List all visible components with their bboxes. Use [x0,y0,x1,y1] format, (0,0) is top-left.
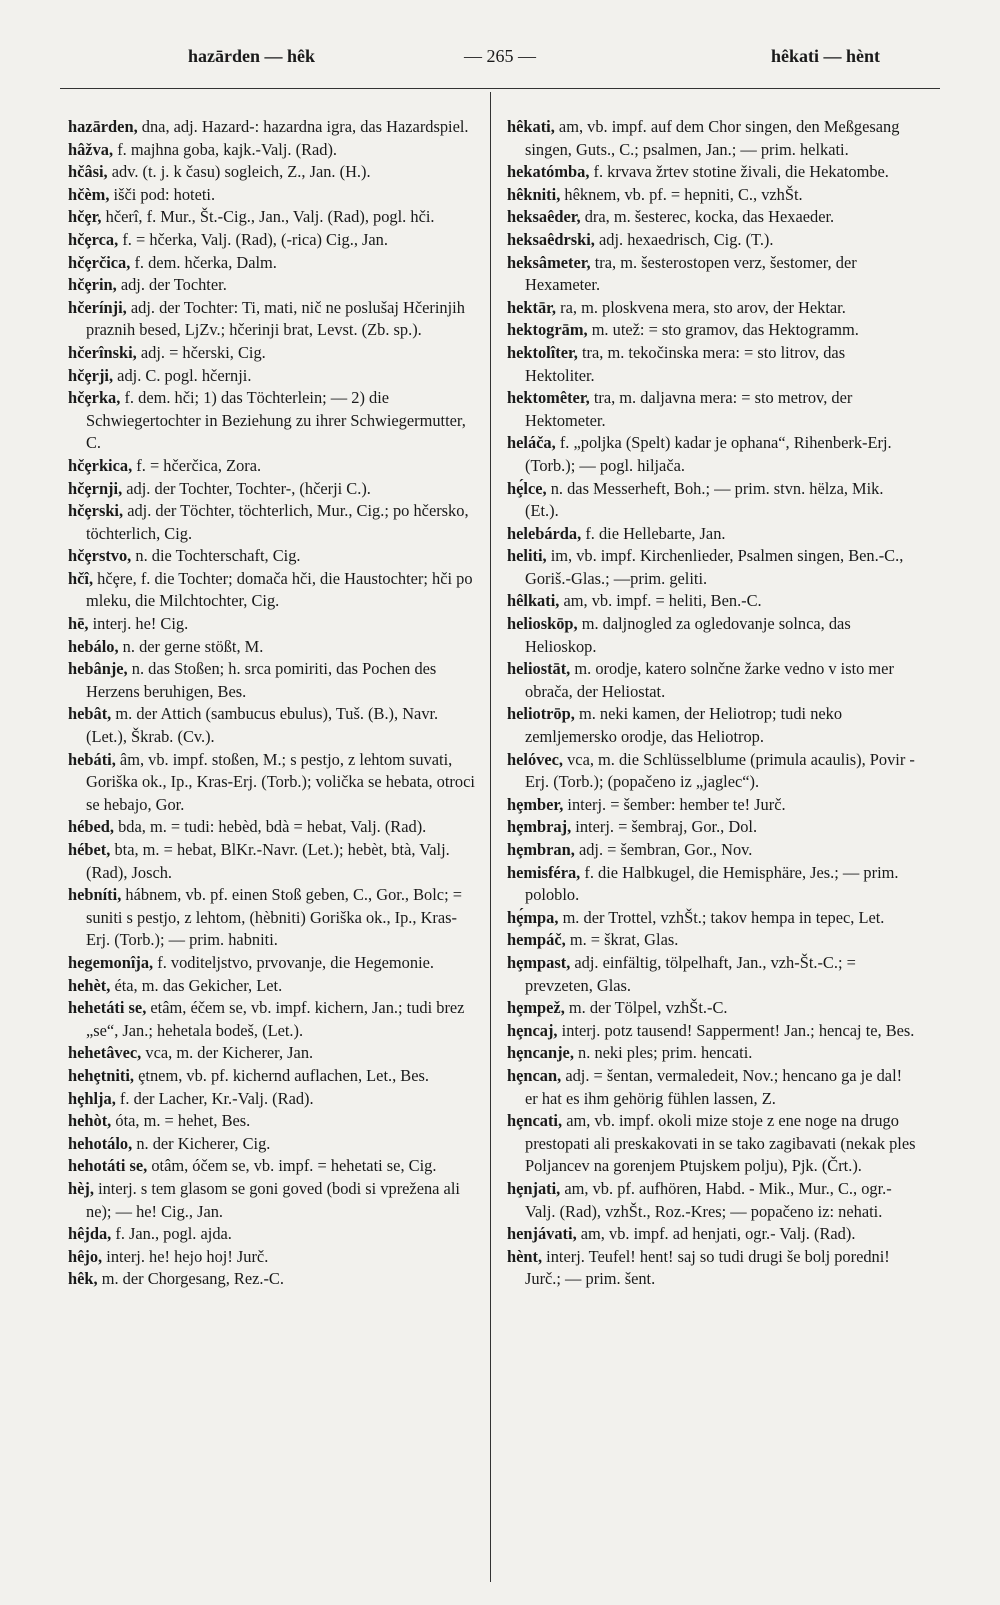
entry-headword: hektogrām, [507,320,588,340]
entry-headword: hčȩrčica, [68,252,131,272]
entry-definition: m. = škrat, Glas. [569,930,679,950]
entry-headword: hehòt, [68,1111,112,1131]
entry-definition: f. majhna goba, kajk.-Valj. (Rad). [117,139,338,159]
entry-headword: hčerínji, [68,297,127,317]
entry-headword: hébed, [68,817,114,837]
entry-definition: hábnem, vb. pf. einen Stoß geben, C., Gor., Bolc; = suniti s pestjo, z lehtom, (hèbniti) Goriška ok., Ip., Kras-Erj. (Torb.); — prim. habniti. [86,885,462,950]
entry-headword: hčȩrin, [68,275,117,295]
entry-definition: f. = hčerčica, Zora. [136,455,262,475]
dictionary-entry [507,523,917,546]
dictionary-entry [68,1246,476,1269]
entry-definition: adj. der Tochter, Tochter-, (hčerji C.). [126,478,371,498]
dictionary-entry [507,658,917,703]
entry-headword: hébet, [68,840,111,859]
entry-definition: f. die Halbkugel, die Hemisphäre, Jes.; — prim. poloblo. [525,862,899,905]
entry-definition: n. neki ples; prim. hencati. [578,1043,753,1063]
entry-headword: hehotáti se, [68,1156,148,1176]
entry-headword: hȩnjati, [507,1178,561,1198]
entry-definition: f. „poljka (Spelt) kadar je ophana“, Rihenberk-Erj. (Torb.); — pogl. hiljača. [525,433,892,475]
entry-definition: éta, m. das Gekicher, Let. [114,975,283,995]
entry-headword: hektomêter, [507,388,590,408]
entry-headword: hekatómba, [507,162,590,182]
entry-definition: bta, m. = hebat, BlKr.-Navr. (Let.); hebèt, btà, Valj. (Rad), Josch. [86,840,450,882]
entry-definition: hčȩre, f. die Tochter; domača hči, die Haustochter; hči po mleku, die Milchtochter, Cig. [86,568,473,611]
entry-headword: hazārden, [68,117,138,136]
entry-definition: adj. hexaedrisch, Cig. (T.). [599,229,774,249]
entry-definition: adj. der Tochter: Ti, mati, nič ne poslušaj Hčerinjih praznih besed, LjZv.; hčerinji brat, Levst. (Zb. sp.). [86,297,465,340]
entry-headword: hčȩrski, [68,501,124,521]
dictionary-entry [68,274,476,297]
dictionary-entry [507,545,917,590]
dictionary-entry [507,907,917,930]
entry-definition: adj. C. pogl. hčernji. [117,365,252,385]
entry-headword: hčerînski, [68,342,137,362]
dictionary-entry [507,1020,917,1043]
dictionary-entry [507,342,917,387]
entry-headword: hêk, [68,1269,98,1289]
dictionary-entry [68,387,476,455]
entry-definition: vca, m. die Schlüsselblume (primula acaulis), Povir - Erj. (Torb.); (popačeno iz „jaglec“). [525,749,915,792]
entry-definition: ra, m. ploskvena mera, sto arov, der Hektar. [560,297,846,317]
entry-headword: hȩ́lce, [507,478,547,498]
dictionary-entry [68,297,476,342]
dictionary-entry [507,319,917,342]
entry-definition: adj. der Tochter. [120,275,227,295]
entry-headword: hčèm, [68,184,110,204]
dictionary-entry [507,116,917,161]
entry-definition: adj. = hčerski, Cig. [140,342,266,362]
dictionary-entry [507,816,917,839]
dictionary-entry [68,952,476,975]
entry-headword: hèj, [68,1178,94,1198]
left-column [68,116,476,1291]
right-column [507,116,917,1291]
entry-headword: hčî, [68,568,94,588]
header-rule [60,88,940,89]
entry-headword: hȩncati, [507,1111,563,1131]
dictionary-entry [68,568,476,613]
entry-headword: henjávati, [507,1224,577,1244]
dictionary-entry [68,365,476,388]
dictionary-entry [68,342,476,365]
entry-definition: n. das Stoßen; h. srca pomiriti, das Pochen des Herzens beruhigen, Bes. [86,659,437,701]
entry-headword: hȩmber, [507,794,564,814]
dictionary-entry [68,1042,476,1065]
dictionary-entry [507,229,917,252]
entry-headword: heláča, [507,433,556,453]
dictionary-entry [507,590,917,613]
entry-headword: hêlkati, [507,591,560,611]
dictionary-entry [68,500,476,545]
entry-headword: hȩhlja, [68,1088,116,1108]
entry-definition: interj. he! hejo hoj! Jurč. [106,1246,269,1266]
dictionary-entry [68,1065,476,1088]
entry-definition: interj. Teufel! hent! saj so tudi drugi še bolj poredni! Jurč.; — prim. šent. [525,1246,890,1289]
dictionary-entry [68,545,476,568]
entry-definition: etâm, éčem se, vb. impf. kichern, Jan.; tudi brez „se“, Jan.; hehetala bodeš, (Let.). [86,998,465,1040]
entry-definition: interj. potz tausend! Sapperment! Jan.; hencaj te, Bes. [561,1020,915,1040]
dictionary-entry [507,252,917,297]
dictionary-entry [507,613,917,658]
entry-definition: f. dem. hči; 1) das Töchterlein; — 2) die Schwiegertochter in Beziehung zu ihrer Schwiegermutter, C. [86,388,466,453]
dictionary-entry [68,636,476,659]
entry-headword: hêjda, [68,1224,112,1244]
entry-definition: am, vb. pf. aufhören, Habd. - Mik., Mur., C., ogr.- Valj. (Rad), vzhŠt., Roz.-Kres; — popačeno iz: nehati. [525,1178,892,1221]
entry-definition: adv. (t. j. k času) sogleich, Z., Jan. (H.). [111,162,371,182]
dictionary-entry [507,1110,917,1178]
entry-headword: hebáti, [68,749,116,769]
entry-definition: n. der Kicherer, Cig. [136,1133,271,1153]
entry-definition: m. der Attich (sambucus ebulus), Tuš. (B.), Navr. (Let.), Škrab. (Cv.). [86,704,439,747]
entry-definition: interj. = šember: hember te! Jurč. [567,794,786,814]
dictionary-entry [68,884,476,952]
entry-headword: hempáč, [507,930,566,950]
entry-definition: interj. = šembraj, Gor., Dol. [575,817,758,837]
entry-headword: hektolîter, [507,342,578,362]
entry-definition: f. die Hellebarte, Jan. [585,523,726,543]
dictionary-entry [507,161,917,184]
entry-headword: heksâmeter, [507,252,591,272]
entry-headword: helioskōp, [507,614,578,634]
entry-headword: hêkati, [507,117,555,136]
entry-headword: hȩmbran, [507,840,575,859]
entry-headword: hčȩrnji, [68,478,123,498]
dictionary-entry [68,1133,476,1156]
entry-definition: m. der Chorgesang, Rez.-C. [101,1269,284,1289]
entry-definition: n. das Messerheft, Boh.; — prim. stvn. hëlza, Mik. (Et.). [525,478,884,521]
entry-definition: f. voditeljstvo, prvovanje, die Hegemonie. [157,952,435,972]
dictionary-entry [68,975,476,998]
entry-headword: hčȩrstvo, [68,546,132,566]
entry-headword: hȩmpast, [507,952,571,972]
entry-headword: hemisféra, [507,862,581,882]
dictionary-entry [507,1246,917,1291]
dictionary-entry [507,1223,917,1246]
dictionary-entry [68,206,476,229]
entry-definition: vca, m. der Kicherer, Jan. [145,1043,314,1063]
dictionary-entry [507,997,917,1020]
entry-headword: helebárda, [507,523,582,543]
entry-definition: im, vb. impf. Kirchenlieder, Psalmen singen, Ben.-C., Goriš.-Glas.; —prim. geliti. [525,546,904,588]
dictionary-entry [68,839,476,884]
entry-definition: adj. der Töchter, töchterlich, Mur., Cig.; po hčersko, töchterlich, Cig. [86,501,469,543]
entry-definition: hčerî, f. Mur., Št.-Cig., Jan., Valj. (Rad), pogl. hči. [105,207,435,227]
entry-headword: hčȩr, [68,207,102,227]
dictionary-entry [507,929,917,952]
dictionary-entry [507,703,917,748]
entry-headword: hčȩrji, [68,365,114,385]
dictionary-entry [507,432,917,477]
dictionary-entry [507,206,917,229]
entry-definition: tra, m. šesterostopen verz, šestomer, der Hexameter. [525,252,857,295]
entry-definition: tra, m. daljavna mera: = sto metrov, der Hektometer. [525,388,853,430]
dictionary-entry [507,184,917,207]
dictionary-entry [68,1268,476,1291]
entry-definition: m. utež: = sto gramov, das Hektogramm. [591,320,859,340]
entry-headword: hȩncanje, [507,1043,574,1063]
entry-headword: hebálo, [68,636,119,656]
entry-definition: n. der gerne stößt, M. [122,636,264,656]
entry-definition: interj. he! Cig. [92,614,189,634]
entry-definition: f. Jan., pogl. ajda. [115,1224,232,1244]
entry-headword: hehèt, [68,975,111,995]
dictionary-entry [68,749,476,817]
entry-headword: hȩmpež, [507,998,565,1018]
entry-headword: heliostāt, [507,659,571,679]
entry-definition: m. orodje, katero solnčne žarke vedno v isto mer obrača, der Heliostat. [525,659,894,701]
entry-definition: am, vb. impf. = heliti, Ben.-C. [563,591,762,611]
entry-headword: hčâsi, [68,162,108,182]
entry-definition: bda, m. = tudi: hebèd, bdà = hebat, Valj. (Rad). [118,817,427,837]
entry-headword: hčȩrkica, [68,455,133,475]
page-number: — 265 — [464,46,536,66]
entry-headword: hē, [68,614,89,634]
dictionary-entry [68,478,476,501]
entry-headword: hčȩrca, [68,229,119,249]
entry-headword: hehotálo, [68,1133,133,1153]
entry-headword: hebníti, [68,885,122,905]
entry-headword: hehȩtniti, [68,1065,135,1085]
page-header [60,46,940,76]
entry-definition: ȩtnem, vb. pf. kichernd auflachen, Let., Bes. [138,1065,429,1085]
dictionary-entry [507,297,917,320]
entry-headword: heliti, [507,546,547,566]
entry-definition: dna, adj. Hazard-: hazardna igra, das Hazardspiel. [141,117,469,136]
entry-headword: heksaêder, [507,207,581,227]
entry-definition: adj. einfältig, tölpelhaft, Jan., vzh-Št.-C.; = prevzeten, Glas. [525,952,856,995]
entry-definition: m. daljnogled za ogledovanje solnca, das Helioskop. [525,614,851,656]
dictionary-entry [507,862,917,907]
entry-headword: hènt, [507,1246,543,1266]
entry-headword: hebânje, [68,659,128,679]
entry-definition: adj. = šembran, Gor., Nov. [578,840,753,859]
dictionary-entry [507,839,917,862]
entry-headword: hebât, [68,704,112,724]
dictionary-entry [68,161,476,184]
dictionary-entry [68,1088,476,1111]
entry-headword: hȩ́mpa, [507,907,559,927]
entry-definition: am, vb. impf. ad henjati, ogr.- Valj. (Rad). [580,1224,856,1244]
entry-headword: hêjo, [68,1246,103,1266]
entry-headword: hȩncaj, [507,1020,558,1040]
entry-definition: m. neki kamen, der Heliotrop; tudi neko zemljemersko orodje, das Heliotrop. [525,704,843,747]
dictionary-entry [68,1155,476,1178]
entry-definition: am, vb. impf. okoli mize stoje z ene noge na drugo prestopati ali preskakovati in se tako zagibavati (nekak ples Poljancev na gorenjem Ptujskem polju), Pjk. (Črt.). [525,1111,916,1176]
entry-headword: hehetáti se, [68,998,147,1018]
dictionary-entry [507,387,917,432]
entry-definition: m. der Tölpel, vzhŠt.-C. [568,998,728,1018]
entry-headword: helóvec, [507,749,563,769]
dictionary-entry [68,703,476,748]
dictionary-entry [68,116,476,139]
entry-definition: otâm, óčem se, vb. impf. = hehetati se, Cig. [151,1156,437,1176]
entry-headword: hehetâvec, [68,1043,142,1063]
entry-definition: âm, vb. impf. stoßen, M.; s pestjo, z lehtom suvati, Goriška ok., Ip., Kras-Erj. (Torb.); volička se hebata, otroci se hebajo, Gor. [86,749,475,814]
entry-headword: hektār, [507,297,557,317]
dictionary-entry [68,997,476,1042]
entry-definition: f. dem. hčerka, Dalm. [134,252,277,272]
dictionary-entry [507,749,917,794]
dictionary-entry [68,252,476,275]
dictionary-entry [68,1110,476,1133]
dictionary-entry [68,184,476,207]
dictionary-entry [507,1042,917,1065]
dictionary-entry [507,794,917,817]
dictionary-entry [68,455,476,478]
dictionary-entry [68,816,476,839]
dictionary-entry [68,1223,476,1246]
entry-headword: heksaêdrski, [507,229,595,249]
entry-definition: adj. = šentan, vermaledeit, Nov.; hencano ga je dal! er hat es ihm gehörig fühlen lassen, Z. [525,1065,903,1108]
entry-headword: hȩncan, [507,1065,562,1085]
entry-definition: interj. s tem glasom se goni goved (bodi si vprežena ali ne); — he! Cig., Jan. [86,1178,460,1221]
header-left-guide-words: hazārden — hêk [188,46,316,66]
entry-definition: n. die Tochterschaft, Cig. [135,546,301,566]
entry-definition: tra, m. tekočinska mera: = sto litrov, das Hektoliter. [525,342,846,385]
dictionary-entry [507,1065,917,1110]
dictionary-entry [68,658,476,703]
entry-definition: m. der Trottel, vzhŠt.; takov hempa in tepec, Let. [562,907,885,927]
entry-definition: hêknem, vb. pf. = hepniti, C., vzhŠt. [564,184,803,204]
header-right-guide-words: hêkati — hènt [770,46,880,66]
dictionary-entry [507,1178,917,1223]
dictionary-entry [68,613,476,636]
dictionary-entry [68,139,476,162]
entry-definition: f. = hčerka, Valj. (Rad), (-rica) Cig., Jan. [122,229,388,249]
entry-definition: išči pod: hoteti. [113,184,216,204]
entry-headword: hȩmbraj, [507,817,572,837]
entry-headword: hêkniti, [507,184,561,204]
entry-definition: f. krvava žrtev stotine živali, die Hekatombe. [593,162,889,182]
dictionary-entry [68,229,476,252]
dictionary-entry [507,478,917,523]
dictionary-entry [68,1178,476,1223]
entry-definition: am, vb. impf. auf dem Chor singen, den Meßgesang singen, Guts., C.; psalmen, Jan.; — prim. helkati. [525,117,900,159]
entry-definition: óta, m. = hehet, Bes. [115,1111,251,1131]
entry-headword: heliotrōp, [507,704,575,724]
dictionary-entry [507,952,917,997]
entry-headword: hčȩrka, [68,388,121,408]
entry-headword: hâžva, [68,139,114,159]
entry-definition: f. der Lacher, Kr.-Valj. (Rad). [119,1088,314,1108]
entry-definition: dra, m. šesterec, kocka, das Hexaeder. [584,207,835,227]
column-divider [490,92,491,1582]
entry-headword: hegemonîja, [68,952,154,972]
